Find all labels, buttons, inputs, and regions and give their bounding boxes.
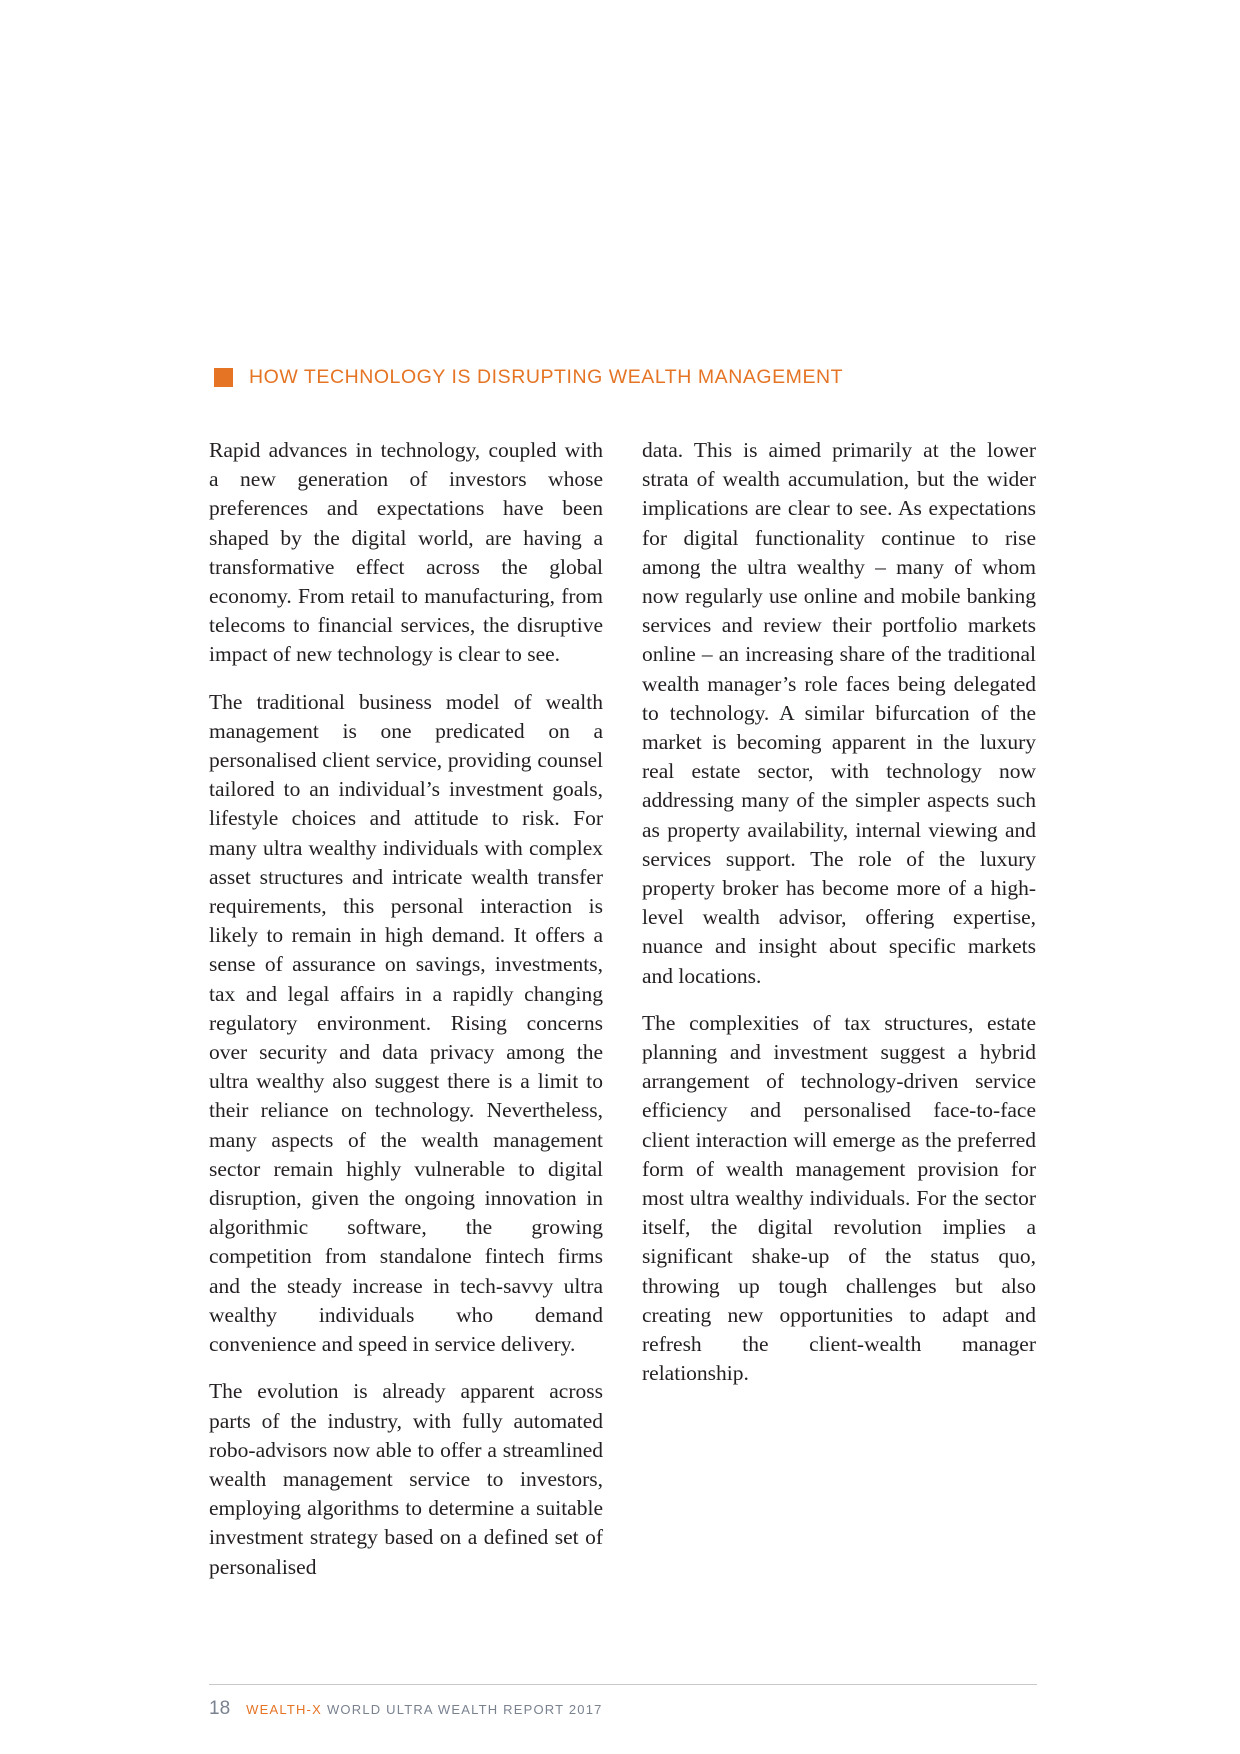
body-paragraph: Rapid advances in technology, coupled with a new generation of investors whose preferences and expectations have been shaped by the digital world, are having a transformative effect across the global economy. From retail to manufacturing, from telecoms to financial services, the disruptive impact of new technology is clear to see.	[209, 438, 603, 667]
footer-report-title: WORLD ULTRA WEALTH REPORT 2017	[326, 1702, 603, 1717]
page-footer	[209, 1698, 603, 1720]
body-column-left	[209, 436, 603, 1600]
footer-brand: WEALTH-X	[246, 1702, 322, 1717]
body-paragraph: data. This is aimed primarily at the lower strata of wealth accumulation, but the wider implications are clear to see. As expectations for digital functionality continue to rise among the ultra wealthy – many of whom now regularly use online and mobile banking services and review their portfolio markets online – an increasing share of the traditional wealth manager’s role faces being delegated to technology. A similar bifurcation of the market is becoming apparent in the luxury real estate sector, with technology now addressing many of the simpler aspects such as property availability, internal viewing and services support. The role of the luxury property broker has become more of a high-level wealth advisor, offering expertise, nuance and insight about specific markets and locations.	[642, 438, 1036, 988]
footer-divider	[209, 1684, 1037, 1685]
section-title: HOW TECHNOLOGY IS DISRUPTING WEALTH MANAGEMENT	[249, 365, 844, 388]
page-number: 18	[209, 1698, 231, 1719]
body-paragraph: The evolution is already apparent across parts of the industry, with fully automated robo-advisors now able to offer a streamlined wealth management service to investors, employing algorithms to determine a suitable investment strategy based on a defined set of personalised	[209, 1379, 603, 1579]
body-paragraph: The traditional business model of wealth management is one predicated on a personalised client service, providing counsel tailored to an individual’s investment goals, lifestyle choices and attitude to risk. For many ultra wealthy individuals with complex asset structures and intricate wealth transfer requirements, this personal interaction is likely to remain in high demand. It offers a sense of assurance on savings, investments, tax and legal affairs in a rapidly changing regulatory environment. Rising concerns over security and data privacy among the ultra wealthy also suggest there is a limit to their reliance on technology. Nevertheless, many aspects of the wealth management sector remain highly vulnerable to digital disruption, given the ongoing innovation in algorithmic software, the growing competition from standalone fintech firms and the steady increase in tech-savvy ultra wealthy individuals who demand convenience and speed in service delivery.	[209, 689, 603, 1357]
body-column-right	[642, 436, 1036, 1407]
body-paragraph: The complexities of tax structures, estate planning and investment suggest a hybrid arrangement of technology-driven service efficiency and personalised face-to-face client interaction will emerge as the preferred form of wealth management provision for most ultra wealthy individuals. For the sector itself, the digital revolution implies a significant shake-up of the status quo, throwing up tough challenges but also creating new opportunities to adapt and refresh the client-wealth manager relationship.	[642, 1010, 1036, 1386]
orange-square-icon	[214, 368, 233, 387]
section-heading	[214, 365, 843, 389]
